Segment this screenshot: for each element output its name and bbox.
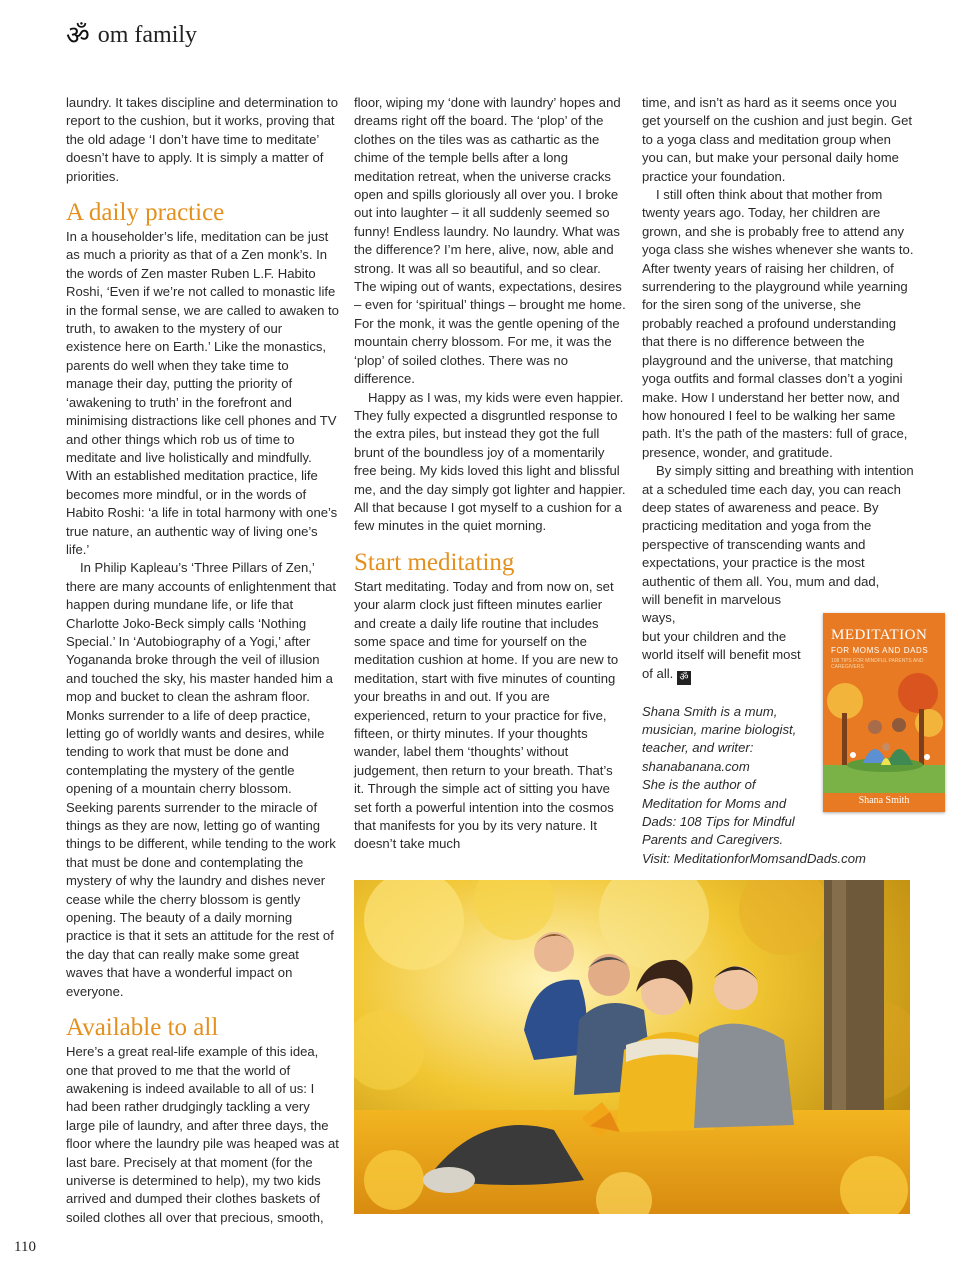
om-end-icon: ॐ	[677, 671, 691, 685]
book-subtitle: FOR MOMS AND DADS	[831, 646, 929, 655]
paragraph: Happy as I was, my kids were even happier. They fully expected a disgruntled response to the extra piles, but instead they got the full brunt of the boundless joy of a momentarily free being. My kids loved this light and blissful me, and the day simply got lighter and happier. All that because I got myself to a cushion for a few minutes in the quiet morning.	[354, 389, 626, 534]
paragraph: laundry. It takes discipline and determination to report to the cushion, but it works, proving that the old adage ‘I don’t have time to meditate’ doesn’t have to apply. It is simply a matter of priorities.	[66, 95, 338, 184]
column-1	[66, 94, 339, 1227]
subheading: A daily practice	[66, 199, 225, 227]
author-bio: Shana Smith is a mum, musician, marine biologist, teacher, and writer: shanabanana.com She is the author of Meditation for Moms and Dads: 108 Tips for Mindful Parents and Caregivers. Visit: MeditationforMomsandDads.com	[642, 703, 914, 869]
book-illustration	[823, 673, 945, 793]
paragraph: floor, wiping my ‘done with laundry’ hopes and dreams right off the board. The ‘plop’ of the clothes on the tiles was as cathartic as the chime of the temple bells after a long meditation retreat, when the universe cracks open and spills gloriously all over you. I broke out into laughter – it all suddenly seemed so funny! Endless laundry. No laundry. What was the difference? I’m here, alive, now, able and strong. It was all so beautiful, and so clear. The wiping out of wants, expectations, desires – even for ‘spiritual’ things – brought me home. For the monk, it was the gentle opening of the mountain cherry blossom. For me, it was the ‘plop’ of soiled clothes. There was no difference.	[354, 95, 626, 387]
text-line: but your children and the	[642, 628, 787, 644]
author-website: shanabanana.com	[642, 758, 750, 774]
book-author: Shana Smith	[858, 795, 910, 806]
om-icon: ॐ	[66, 20, 90, 51]
paragraph: In Philip Kapleau’s ‘Three Pillars of Zen,’ there are many accounts of enlightenment that happen during mundane life, or life that Charlotte Joko-Beck simply calls ‘Nothing Special.’ In ‘Autobiography of a Yogi,’ after Yogananda broke through the veil of illusion and touched the sky, his master handed him a mop and bucket to clean the ashram floor. Monks surrender to a life of deep practice, letting go of worldly wants and desires, while tending to work that must be done and contemplating the mystery of the gentle opening of a mountain cherry blossom. Seeking parents surrender to the miracle of things as they are now, letting go of wanting things to be different, while tending to the work that must be done and contemplating the mystery of why the laundry and dishes never cease while the cherry blossom is gently opening. The beauty of a daily morning practice is that it sets an attitude for the rest of the day that can really make some great waves that have a wonderful impact on everyone.	[66, 560, 337, 999]
text-line: of all. ॐ	[642, 665, 817, 685]
paragraph: Here’s a great real-life example of this idea, one that proved to me that the world of awakening is indeed available to all of us: I had been rather drudgingly tackling a very large pile of laundry, and after three days, the floor where the laundry pile was heaped was at last bare. Precisely at that moment (for the universe is determined to help), my two kids arrived and dumped their clothes baskets of soiled clothes all over that precious, smooth,	[66, 1044, 339, 1225]
book-title: MEDITATION	[831, 627, 928, 643]
subheading: Start meditating	[354, 548, 515, 576]
text-line: will benefit in marvelous ways,	[642, 591, 781, 626]
paragraph: By simply sitting and breathing with intention at a scheduled time each day, you can reach deep states of awareness and peace. By practicing meditation and yoga from the perspective of transcending wants and expectations, your practice is the most authentic of them all. You, mum and dad,	[642, 463, 914, 589]
book-cover	[823, 613, 945, 812]
book-tagline: 108 TIPS FOR MINDFUL PARENTS AND CAREGIVERS	[831, 658, 924, 670]
family-autumn-image	[354, 880, 910, 1214]
text-line: world itself will benefit most	[642, 647, 801, 663]
paragraph: time, and isn’t as hard as it seems once you get yourself on the cushion and just begin. Get to a yoga class and meditation group when you can, but make your personal daily home practice your foundation.	[642, 95, 913, 184]
column-2	[354, 94, 626, 854]
section-title: om family	[97, 22, 198, 48]
family-photo	[354, 880, 910, 1214]
page-number: 110	[14, 1239, 36, 1255]
paragraph: In a householder’s life, meditation can be just as much a priority as that of a Zen monk’s. In the words of Zen master Ruben L.F. Habito Roshi, ‘Even if we’re not called to monastic life in the formal sense, we are called to awaken to truth, to awaken to the mystery of our existence here on Earth.’ Like the monastics, parents do well when they take time to manage their day, putting the priority of ‘awakening to truth’ in the forefront and minimising distractions like cell phones and TV and other things which rob us of time to meditate and live holistically and mindfully. With an established meditation practice, life becomes more mindful, or in the words of Habito Roshi: ‘a life in total harmony with one’s true nature, an authentic way of living one’s life.’	[66, 229, 339, 557]
book-website: Visit: MeditationforMomsandDads.com	[642, 850, 866, 866]
paragraph: I still often think about that mother from twenty years ago. Today, her children are grown, and she is probably free to attend any yoga class she wishes whenever she wants to. After twenty years of raising her children, of surrendering to the playground while yearning for the siren song of the universe, she probably reached a profound understanding that there is no difference between the playground and the universe, that matching yoga outfits and formal classes don’t a yogini make. How I understand her better now, and how honoured I feel to be walking her same path. It’s the path of the masters: full of grace, presence, wonder, and gratitude.	[642, 187, 914, 460]
paragraph: Start meditating. Today and from now on, set your alarm clock just fifteen minutes earlier and create a daily life routine that includes some space and time for yourself on the meditation cushion at home. If you are new to meditation, start with five minutes of counting your breaths in and out. If you are experienced, return to your practice for five, fifteen, or thirty minutes. If your thoughts wander, label them ‘thoughts’ without judgement, then return to your breath. That’s it. Through the simple act of sitting you have set forth a powerful intention into the cosmos that manifests for you by its very nature. It doesn’t take much	[354, 578, 619, 852]
subheading: Available to all	[66, 1014, 219, 1042]
page-header	[66, 22, 197, 49]
